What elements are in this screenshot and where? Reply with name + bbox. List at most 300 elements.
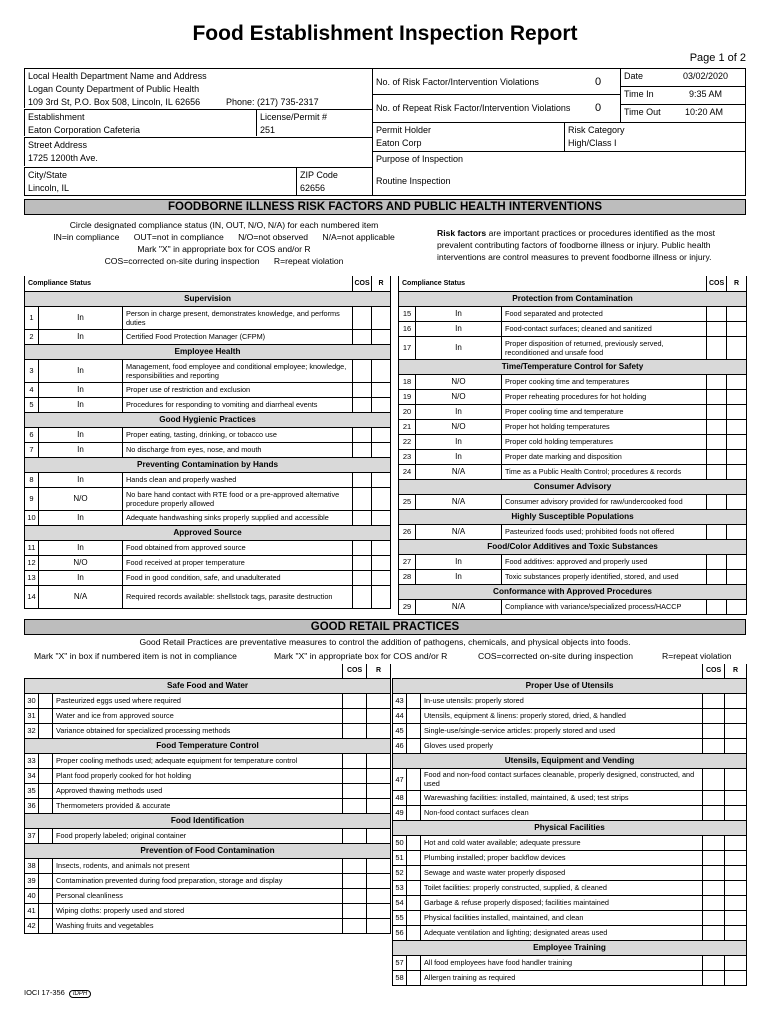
cos-checkbox[interactable] <box>353 427 372 442</box>
repeat-checkbox[interactable] <box>725 693 747 708</box>
repeat-checkbox[interactable] <box>367 783 391 798</box>
repeat-checkbox[interactable] <box>727 554 747 569</box>
cos-checkbox[interactable] <box>703 805 725 820</box>
idph-logo: IDPH <box>69 990 91 998</box>
risk-item-row <box>399 569 747 584</box>
violation-checkbox[interactable] <box>407 738 421 753</box>
establishment-label: Establishment <box>28 112 85 122</box>
establishment-value: Eaton Corporation Cafeteria <box>28 125 141 135</box>
column-header-cos: COS <box>353 276 372 291</box>
item-number: 26 <box>399 524 416 539</box>
street-cell <box>24 137 372 166</box>
cos-checkbox[interactable] <box>343 723 367 738</box>
item-number: 52 <box>393 865 407 880</box>
violation-checkbox[interactable] <box>39 873 53 888</box>
item-description: Consumer advisory provided for raw/undercooked food <box>502 494 707 509</box>
retail-item-row <box>393 970 747 985</box>
column-header-row <box>393 664 747 678</box>
risk-item-row <box>399 389 747 404</box>
rf-violations-cell <box>372 68 620 94</box>
column-header-row <box>399 276 747 291</box>
repeat-checkbox[interactable] <box>367 798 391 813</box>
cos-checkbox[interactable] <box>707 321 727 336</box>
cos-checkbox[interactable] <box>343 753 367 768</box>
cos-checkbox[interactable] <box>353 359 372 382</box>
item-description: Proper use of restriction and exclusion <box>123 382 353 397</box>
cos-checkbox[interactable] <box>343 828 367 843</box>
item-description: Plant food properly cooked for hot holding <box>53 768 343 783</box>
license-cell <box>256 109 372 136</box>
risk-item-row <box>25 555 391 570</box>
repeat-checkbox[interactable] <box>725 835 747 850</box>
violation-checkbox[interactable] <box>407 955 421 970</box>
repeat-checkbox[interactable] <box>367 888 391 903</box>
item-description: Personal cleanliness <box>53 888 343 903</box>
subsection-header <box>399 584 747 599</box>
item-number: 47 <box>393 768 407 790</box>
item-number: 51 <box>393 850 407 865</box>
cos-checkbox[interactable] <box>707 389 727 404</box>
legend-line-4: COS=corrected on-site during inspection R=repeat violation <box>104 256 344 266</box>
cos-checkbox[interactable] <box>707 404 727 419</box>
cos-checkbox[interactable] <box>353 510 372 525</box>
item-description: Plumbing installed; proper backflow devices <box>421 850 703 865</box>
subsection-header <box>393 940 747 955</box>
cos-checkbox[interactable] <box>703 738 725 753</box>
repeat-checkbox[interactable] <box>725 790 747 805</box>
cos-checkbox[interactable] <box>703 723 725 738</box>
retail-legend-2a: Mark "X" in box if numbered item is not in compliance <box>34 651 237 661</box>
repeat-checkbox[interactable] <box>372 487 391 510</box>
item-description: All food employees have food handler training <box>421 955 703 970</box>
item-number: 18 <box>399 374 416 389</box>
item-description: Insects, rodents, and animals not present <box>53 858 343 873</box>
violation-checkbox[interactable] <box>39 723 53 738</box>
repeat-checkbox[interactable] <box>372 585 391 608</box>
cos-checkbox[interactable] <box>703 790 725 805</box>
item-description: Proper cooling time and temperature <box>502 404 707 419</box>
subsection-title: Food/Color Additives and Toxic Substances <box>399 539 747 554</box>
cos-checkbox[interactable] <box>353 442 372 457</box>
item-description: Pasteurized eggs used where required <box>53 693 343 708</box>
subsection-title: Food Temperature Control <box>25 738 391 753</box>
repeat-checkbox[interactable] <box>372 382 391 397</box>
repeat-checkbox[interactable] <box>367 753 391 768</box>
retail-legend-2b: Mark "X" in appropriate box for COS and/or R <box>274 651 448 661</box>
repeat-checkbox[interactable] <box>367 828 391 843</box>
repeat-checkbox[interactable] <box>725 768 747 790</box>
item-number: 49 <box>393 805 407 820</box>
violation-checkbox[interactable] <box>407 895 421 910</box>
foodborne-right-table <box>398 276 747 615</box>
item-number: 2 <box>25 329 39 344</box>
cos-checkbox[interactable] <box>707 374 727 389</box>
repeat-checkbox[interactable] <box>727 599 747 614</box>
cos-checkbox[interactable] <box>707 494 727 509</box>
compliance-status: N/O <box>39 487 123 510</box>
violation-checkbox[interactable] <box>407 790 421 805</box>
repeat-checkbox[interactable] <box>725 895 747 910</box>
compliance-status: N/A <box>39 585 123 608</box>
cos-checkbox[interactable] <box>703 970 725 985</box>
item-description: Contamination prevented during food preparation, storage and display <box>53 873 343 888</box>
repeat-checkbox[interactable] <box>372 442 391 457</box>
repeat-checkbox[interactable] <box>727 404 747 419</box>
item-description: Toxic substances properly identified, stored, and used <box>502 569 707 584</box>
cos-checkbox[interactable] <box>353 540 372 555</box>
violation-checkbox[interactable] <box>407 805 421 820</box>
item-description: Management, food employee and conditional employee; knowledge, responsibilities and reporting <box>123 359 353 382</box>
repeat-checkbox[interactable] <box>727 419 747 434</box>
repeat-checkbox[interactable] <box>725 970 747 985</box>
zip-label: ZIP Code <box>300 170 338 180</box>
repeat-checkbox[interactable] <box>372 427 391 442</box>
repeat-checkbox[interactable] <box>372 570 391 585</box>
item-number: 20 <box>399 404 416 419</box>
cos-checkbox[interactable] <box>703 865 725 880</box>
compliance-status: N/O <box>416 389 502 404</box>
repeat-checkbox[interactable] <box>725 955 747 970</box>
repeat-checkbox[interactable] <box>367 873 391 888</box>
violation-checkbox[interactable] <box>39 693 53 708</box>
risk-item-row <box>399 554 747 569</box>
subsection-title: Supervision <box>25 291 391 306</box>
item-number: 17 <box>399 336 416 359</box>
violation-checkbox[interactable] <box>39 888 53 903</box>
risk-item-row <box>25 382 391 397</box>
item-number: 50 <box>393 835 407 850</box>
repeat-checkbox[interactable] <box>367 693 391 708</box>
risk-item-row <box>399 524 747 539</box>
subsection-title: Approved Source <box>25 525 391 540</box>
compliance-status: In <box>416 306 502 321</box>
repeat-checkbox[interactable] <box>727 434 747 449</box>
repeat-checkbox[interactable] <box>725 723 747 738</box>
retail-item-row <box>393 768 747 790</box>
repeat-checkbox[interactable] <box>367 708 391 723</box>
zip-value: 62656 <box>300 183 326 193</box>
cos-checkbox[interactable] <box>343 888 367 903</box>
item-number: 40 <box>25 888 39 903</box>
item-number: 10 <box>25 510 39 525</box>
subsection-header <box>399 539 747 554</box>
header-block <box>24 68 746 196</box>
cos-checkbox[interactable] <box>703 880 725 895</box>
violation-checkbox[interactable] <box>39 783 53 798</box>
cos-checkbox[interactable] <box>353 397 372 412</box>
item-description: Proper eating, tasting, drinking, or tobacco use <box>123 427 353 442</box>
compliance-status: N/A <box>416 599 502 614</box>
compliance-status: N/O <box>416 374 502 389</box>
item-number: 16 <box>399 321 416 336</box>
retail-item-row <box>393 790 747 805</box>
violation-checkbox[interactable] <box>407 850 421 865</box>
subsection-title: Physical Facilities <box>393 820 747 835</box>
violation-checkbox[interactable] <box>39 753 53 768</box>
repeat-checkbox[interactable] <box>725 805 747 820</box>
subsection-title: Highly Susceptible Populations <box>399 509 747 524</box>
subsection-title: Employee Health <box>25 344 391 359</box>
violation-checkbox[interactable] <box>407 835 421 850</box>
subsection-header <box>393 678 747 693</box>
risk-item-row <box>25 397 391 412</box>
rf-violations-value: 0 <box>595 76 602 88</box>
risk-note-text: are important practices or procedures identified as the most prevalent contributing factors of foodborne illness or injury. Public health interventions are control measures to prevent foodborne illness or injury. <box>437 228 716 262</box>
license-value: 251 <box>260 125 276 135</box>
violation-checkbox[interactable] <box>407 768 421 790</box>
time-out-cell <box>620 104 746 122</box>
item-number: 43 <box>393 693 407 708</box>
cos-checkbox[interactable] <box>707 434 727 449</box>
cos-checkbox[interactable] <box>343 783 367 798</box>
column-header-cos: COS <box>707 276 727 291</box>
cos-checkbox[interactable] <box>703 768 725 790</box>
cos-checkbox[interactable] <box>703 850 725 865</box>
retail-item-row <box>25 873 391 888</box>
subsection-header <box>393 753 747 768</box>
item-description: Water and ice from approved source <box>53 708 343 723</box>
repeat-checkbox[interactable] <box>727 464 747 479</box>
risk-item-row <box>399 419 747 434</box>
repeat-checkbox[interactable] <box>727 524 747 539</box>
repeat-checkbox[interactable] <box>372 510 391 525</box>
item-number: 36 <box>25 798 39 813</box>
retail-item-row <box>25 888 391 903</box>
cos-checkbox[interactable] <box>353 570 372 585</box>
cos-checkbox[interactable] <box>353 329 372 344</box>
repeat-checkbox[interactable] <box>725 708 747 723</box>
compliance-status: In <box>416 449 502 464</box>
repeat-checkbox[interactable] <box>725 910 747 925</box>
repeat-checkbox[interactable] <box>727 306 747 321</box>
cos-checkbox[interactable] <box>343 693 367 708</box>
item-number: 44 <box>393 708 407 723</box>
repeat-checkbox[interactable] <box>372 306 391 329</box>
repeat-checkbox[interactable] <box>372 555 391 570</box>
cos-checkbox[interactable] <box>343 768 367 783</box>
compliance-status: N/A <box>416 524 502 539</box>
cos-checkbox[interactable] <box>343 873 367 888</box>
repeat-checkbox[interactable] <box>367 723 391 738</box>
cos-checkbox[interactable] <box>707 524 727 539</box>
repeat-checkbox[interactable] <box>372 359 391 382</box>
compliance-status: In <box>39 397 123 412</box>
repeat-checkbox[interactable] <box>727 336 747 359</box>
repeat-checkbox[interactable] <box>727 389 747 404</box>
risk-category-cell <box>564 122 746 151</box>
item-number: 33 <box>25 753 39 768</box>
legend-line-2: IN=in compliance OUT=not in compliance N/O=not observed N/A=not applicable <box>53 232 395 242</box>
subsection-title: Good Hygienic Practices <box>25 412 391 427</box>
retail-left-table <box>24 664 391 934</box>
report-title: Food Establishment Inspection Report <box>192 22 578 45</box>
cos-checkbox[interactable] <box>703 925 725 940</box>
cos-checkbox[interactable] <box>353 472 372 487</box>
cos-checkbox[interactable] <box>707 419 727 434</box>
repeat-checkbox[interactable] <box>367 768 391 783</box>
cos-checkbox[interactable] <box>703 910 725 925</box>
violation-checkbox[interactable] <box>39 918 53 933</box>
repeat-checkbox[interactable] <box>367 918 391 933</box>
repeat-checkbox[interactable] <box>372 472 391 487</box>
repeat-checkbox[interactable] <box>727 569 747 584</box>
retail-item-row <box>25 858 391 873</box>
item-description: Proper hot holding temperatures <box>502 419 707 434</box>
item-number: 9 <box>25 487 39 510</box>
cos-checkbox[interactable] <box>703 708 725 723</box>
cos-checkbox[interactable] <box>707 306 727 321</box>
cos-checkbox[interactable] <box>703 835 725 850</box>
repeat-checkbox[interactable] <box>367 858 391 873</box>
item-number: 23 <box>399 449 416 464</box>
item-description: Food-contact surfaces; cleaned and sanitized <box>502 321 707 336</box>
street-label: Street Address <box>28 140 88 150</box>
violation-checkbox[interactable] <box>407 723 421 738</box>
cos-checkbox[interactable] <box>353 555 372 570</box>
violation-checkbox[interactable] <box>39 828 53 843</box>
repeat-checkbox[interactable] <box>727 494 747 509</box>
violation-checkbox[interactable] <box>407 865 421 880</box>
item-number: 12 <box>25 555 39 570</box>
item-number: 58 <box>393 970 407 985</box>
violation-checkbox[interactable] <box>407 693 421 708</box>
violation-checkbox[interactable] <box>39 768 53 783</box>
violation-checkbox[interactable] <box>407 708 421 723</box>
repeat-checkbox[interactable] <box>725 925 747 940</box>
repeat-checkbox[interactable] <box>727 449 747 464</box>
item-description: Utensils, equipment & linens: properly stored, dried, & handled <box>421 708 703 723</box>
retail-item-row <box>393 955 747 970</box>
cos-checkbox[interactable] <box>353 487 372 510</box>
subsection-title: Protection from Contamination <box>399 291 747 306</box>
subsection-header <box>399 509 747 524</box>
risk-item-row <box>25 510 391 525</box>
repeat-checkbox[interactable] <box>372 329 391 344</box>
cos-checkbox[interactable] <box>703 955 725 970</box>
item-number: 57 <box>393 955 407 970</box>
repeat-checkbox[interactable] <box>727 321 747 336</box>
item-description: Warewashing facilities: installed, maintained, & used; test strips <box>421 790 703 805</box>
risk-item-row <box>399 321 747 336</box>
cos-checkbox[interactable] <box>353 585 372 608</box>
subsection-title: Preventing Contamination by Hands <box>25 457 391 472</box>
item-number: 5 <box>25 397 39 412</box>
item-description: Food separated and protected <box>502 306 707 321</box>
repeat-checkbox[interactable] <box>725 850 747 865</box>
compliance-status: In <box>39 442 123 457</box>
item-number: 32 <box>25 723 39 738</box>
cos-checkbox[interactable] <box>343 903 367 918</box>
cos-checkbox[interactable] <box>707 569 727 584</box>
compliance-status: N/A <box>416 464 502 479</box>
compliance-status: N/O <box>416 419 502 434</box>
cos-checkbox[interactable] <box>707 599 727 614</box>
risk-item-row <box>399 599 747 614</box>
subsection-header <box>25 738 391 753</box>
repeat-violations-label: No. of Repeat Risk Factor/Intervention Violations <box>376 103 571 113</box>
lhd-name: Logan County Department of Public Health <box>28 84 200 94</box>
compliance-status: In <box>39 329 123 344</box>
violation-checkbox[interactable] <box>407 910 421 925</box>
compliance-status: In <box>39 427 123 442</box>
item-number: 29 <box>399 599 416 614</box>
cos-checkbox[interactable] <box>343 918 367 933</box>
cos-checkbox[interactable] <box>353 306 372 329</box>
zip-cell <box>296 167 372 196</box>
cos-checkbox[interactable] <box>707 464 727 479</box>
violation-checkbox[interactable] <box>407 880 421 895</box>
repeat-checkbox[interactable] <box>367 903 391 918</box>
item-description: Pasteurized foods used; prohibited foods not offered <box>502 524 707 539</box>
cos-checkbox[interactable] <box>343 708 367 723</box>
violation-checkbox[interactable] <box>39 708 53 723</box>
repeat-violations-cell <box>372 94 620 122</box>
retail-item-row <box>393 693 747 708</box>
column-header-row <box>25 276 391 291</box>
violation-checkbox[interactable] <box>39 858 53 873</box>
cos-checkbox[interactable] <box>343 798 367 813</box>
violation-checkbox[interactable] <box>39 903 53 918</box>
retail-item-row <box>393 910 747 925</box>
retail-item-row <box>25 798 391 813</box>
item-description: Toilet facilities: properly constructed, supplied, & cleaned <box>421 880 703 895</box>
item-description: Food received at proper temperature <box>123 555 353 570</box>
item-number: 25 <box>399 494 416 509</box>
item-description: Proper disposition of returned, previously served, reconditioned and unsafe food <box>502 336 707 359</box>
retail-item-row <box>25 783 391 798</box>
cos-checkbox[interactable] <box>707 554 727 569</box>
repeat-checkbox[interactable] <box>727 374 747 389</box>
risk-item-row <box>399 449 747 464</box>
retail-item-row <box>393 895 747 910</box>
rf-violations-label: No. of Risk Factor/Intervention Violations <box>376 77 539 87</box>
cos-checkbox[interactable] <box>707 336 727 359</box>
violation-checkbox[interactable] <box>407 925 421 940</box>
violation-checkbox[interactable] <box>407 970 421 985</box>
repeat-checkbox[interactable] <box>372 397 391 412</box>
item-description: Thermometers provided & accurate <box>53 798 343 813</box>
cos-checkbox[interactable] <box>703 693 725 708</box>
subsection-title: Utensils, Equipment and Vending <box>393 753 747 768</box>
cos-checkbox[interactable] <box>707 449 727 464</box>
subsection-title: Prevention of Food Contamination <box>25 843 391 858</box>
item-number: 42 <box>25 918 39 933</box>
column-header-r: R <box>725 664 747 678</box>
repeat-checkbox[interactable] <box>725 865 747 880</box>
subsection-header <box>25 678 391 693</box>
compliance-status: In <box>416 554 502 569</box>
repeat-checkbox[interactable] <box>372 540 391 555</box>
time-in-cell <box>620 86 746 104</box>
compliance-status: In <box>39 570 123 585</box>
item-description: Proper cooling methods used; adequate equipment for temperature control <box>53 753 343 768</box>
risk-item-row <box>399 404 747 419</box>
item-number: 3 <box>25 359 39 382</box>
compliance-status: In <box>39 510 123 525</box>
repeat-checkbox[interactable] <box>725 738 747 753</box>
item-number: 34 <box>25 768 39 783</box>
cos-checkbox[interactable] <box>343 858 367 873</box>
cos-checkbox[interactable] <box>353 382 372 397</box>
item-number: 53 <box>393 880 407 895</box>
item-description: Wiping cloths: properly used and stored <box>53 903 343 918</box>
repeat-checkbox[interactable] <box>725 880 747 895</box>
retail-item-row <box>393 880 747 895</box>
page-number: Page 1 of 2 <box>689 52 746 64</box>
cos-checkbox[interactable] <box>703 895 725 910</box>
violation-checkbox[interactable] <box>39 798 53 813</box>
retail-item-row <box>25 708 391 723</box>
